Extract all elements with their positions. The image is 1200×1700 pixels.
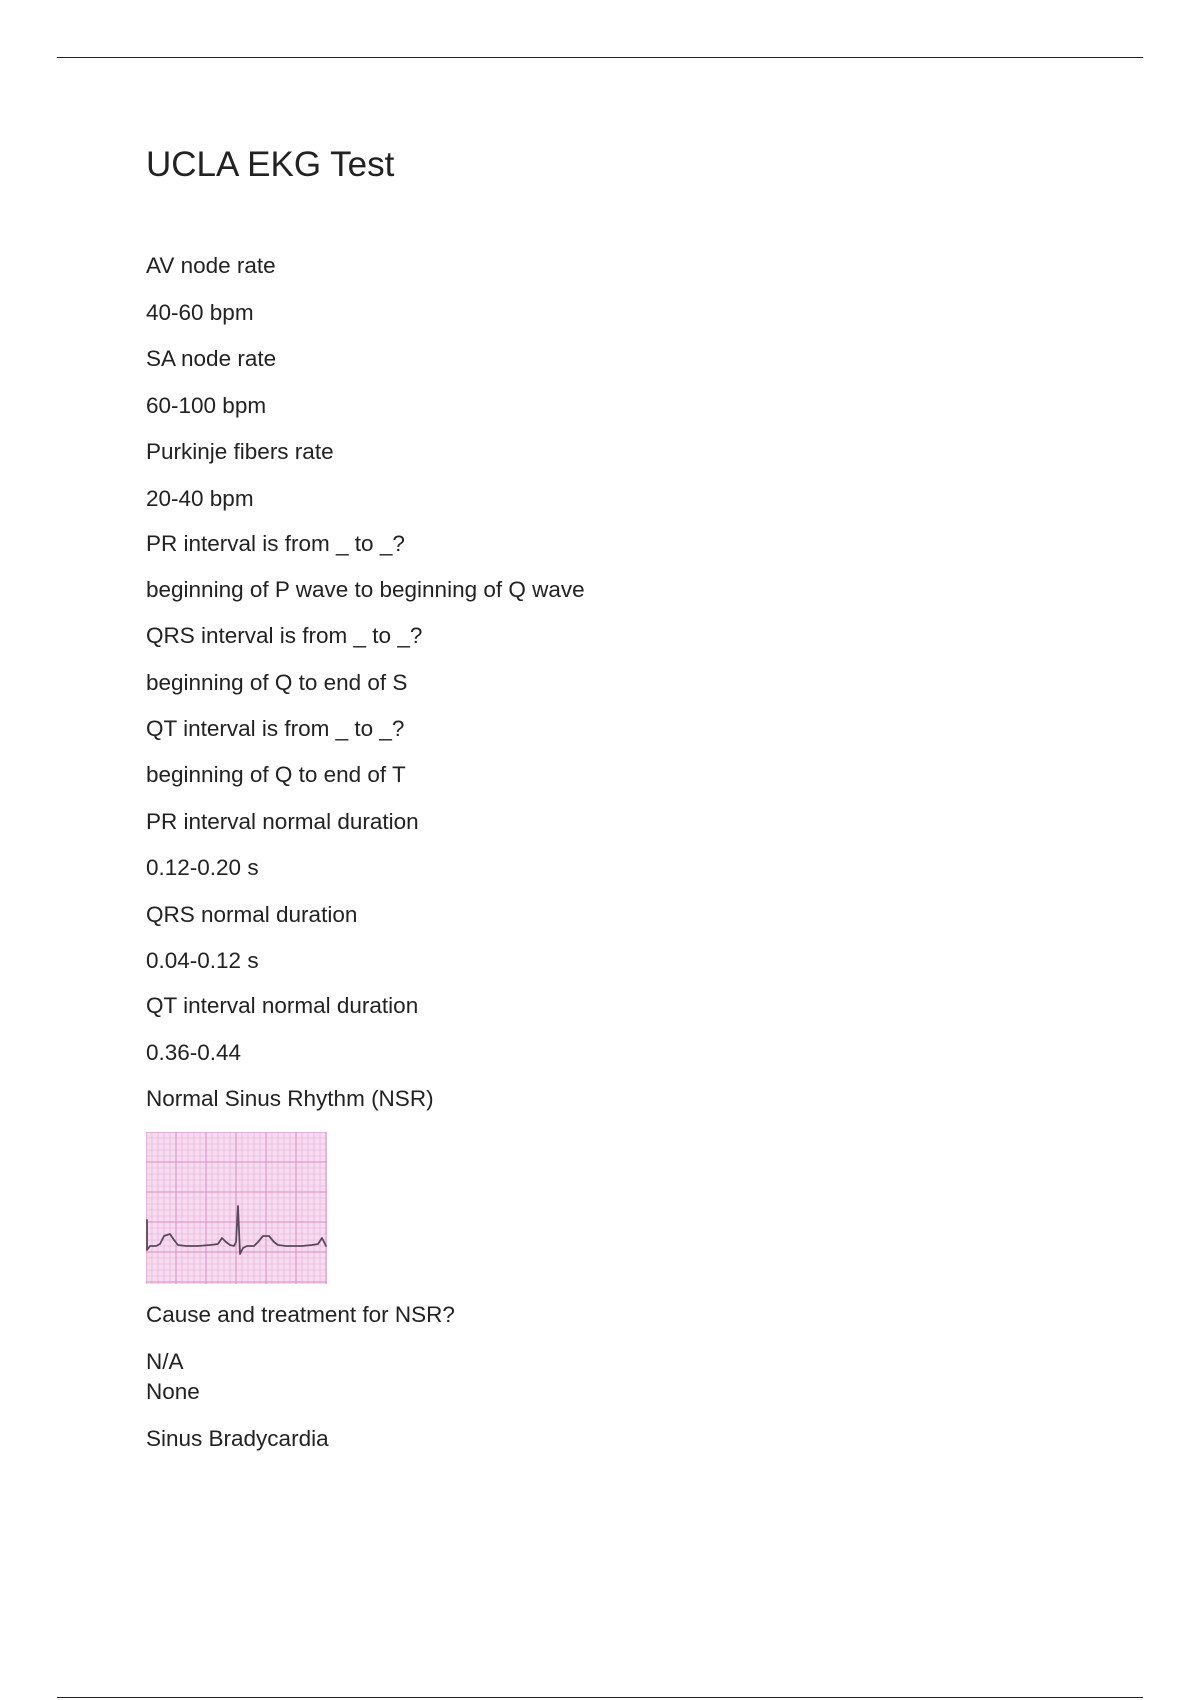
nsr-ekg-strip (146, 1132, 327, 1284)
answer-av-node-rate: 40-60 bpm (146, 300, 254, 325)
answer-qt-interval: beginning of Q to end of T (146, 762, 406, 787)
question-qrs-interval: QRS interval is from _ to _? (146, 623, 423, 648)
question-purkinje-rate: Purkinje fibers rate (146, 439, 334, 464)
bottom-rule (57, 1697, 1143, 1698)
question-pr-duration: PR interval normal duration (146, 809, 419, 834)
answer-pr-interval: beginning of P wave to beginning of Q wave (146, 577, 585, 602)
answer-nsr-treatment: None (146, 1379, 200, 1404)
question-qt-interval: QT interval is from _ to _? (146, 716, 405, 741)
answer-pr-duration: 0.12-0.20 s (146, 855, 259, 880)
answer-qrs-duration: 0.04-0.12 s (146, 948, 259, 973)
answer-qt-duration: 0.36-0.44 (146, 1040, 242, 1065)
question-sa-node-rate: SA node rate (146, 346, 277, 371)
answer-nsr-cause: N/A (146, 1349, 184, 1374)
question-av-node-rate: AV node rate (146, 253, 276, 278)
question-sinus-bradycardia: Sinus Bradycardia (146, 1426, 329, 1451)
answer-purkinje-rate: 20-40 bpm (146, 486, 254, 511)
answer-qrs-interval: beginning of Q to end of S (146, 670, 408, 695)
top-rule (57, 57, 1143, 58)
answer-sa-node-rate: 60-100 bpm (146, 393, 267, 418)
question-qrs-duration: QRS normal duration (146, 902, 358, 927)
question-pr-interval: PR interval is from _ to _? (146, 531, 405, 556)
page-title: UCLA EKG Test (146, 145, 395, 184)
question-nsr: Normal Sinus Rhythm (NSR) (146, 1086, 434, 1111)
question-qt-duration: QT interval normal duration (146, 993, 419, 1018)
question-nsr-cause-treatment: Cause and treatment for NSR? (146, 1302, 455, 1327)
